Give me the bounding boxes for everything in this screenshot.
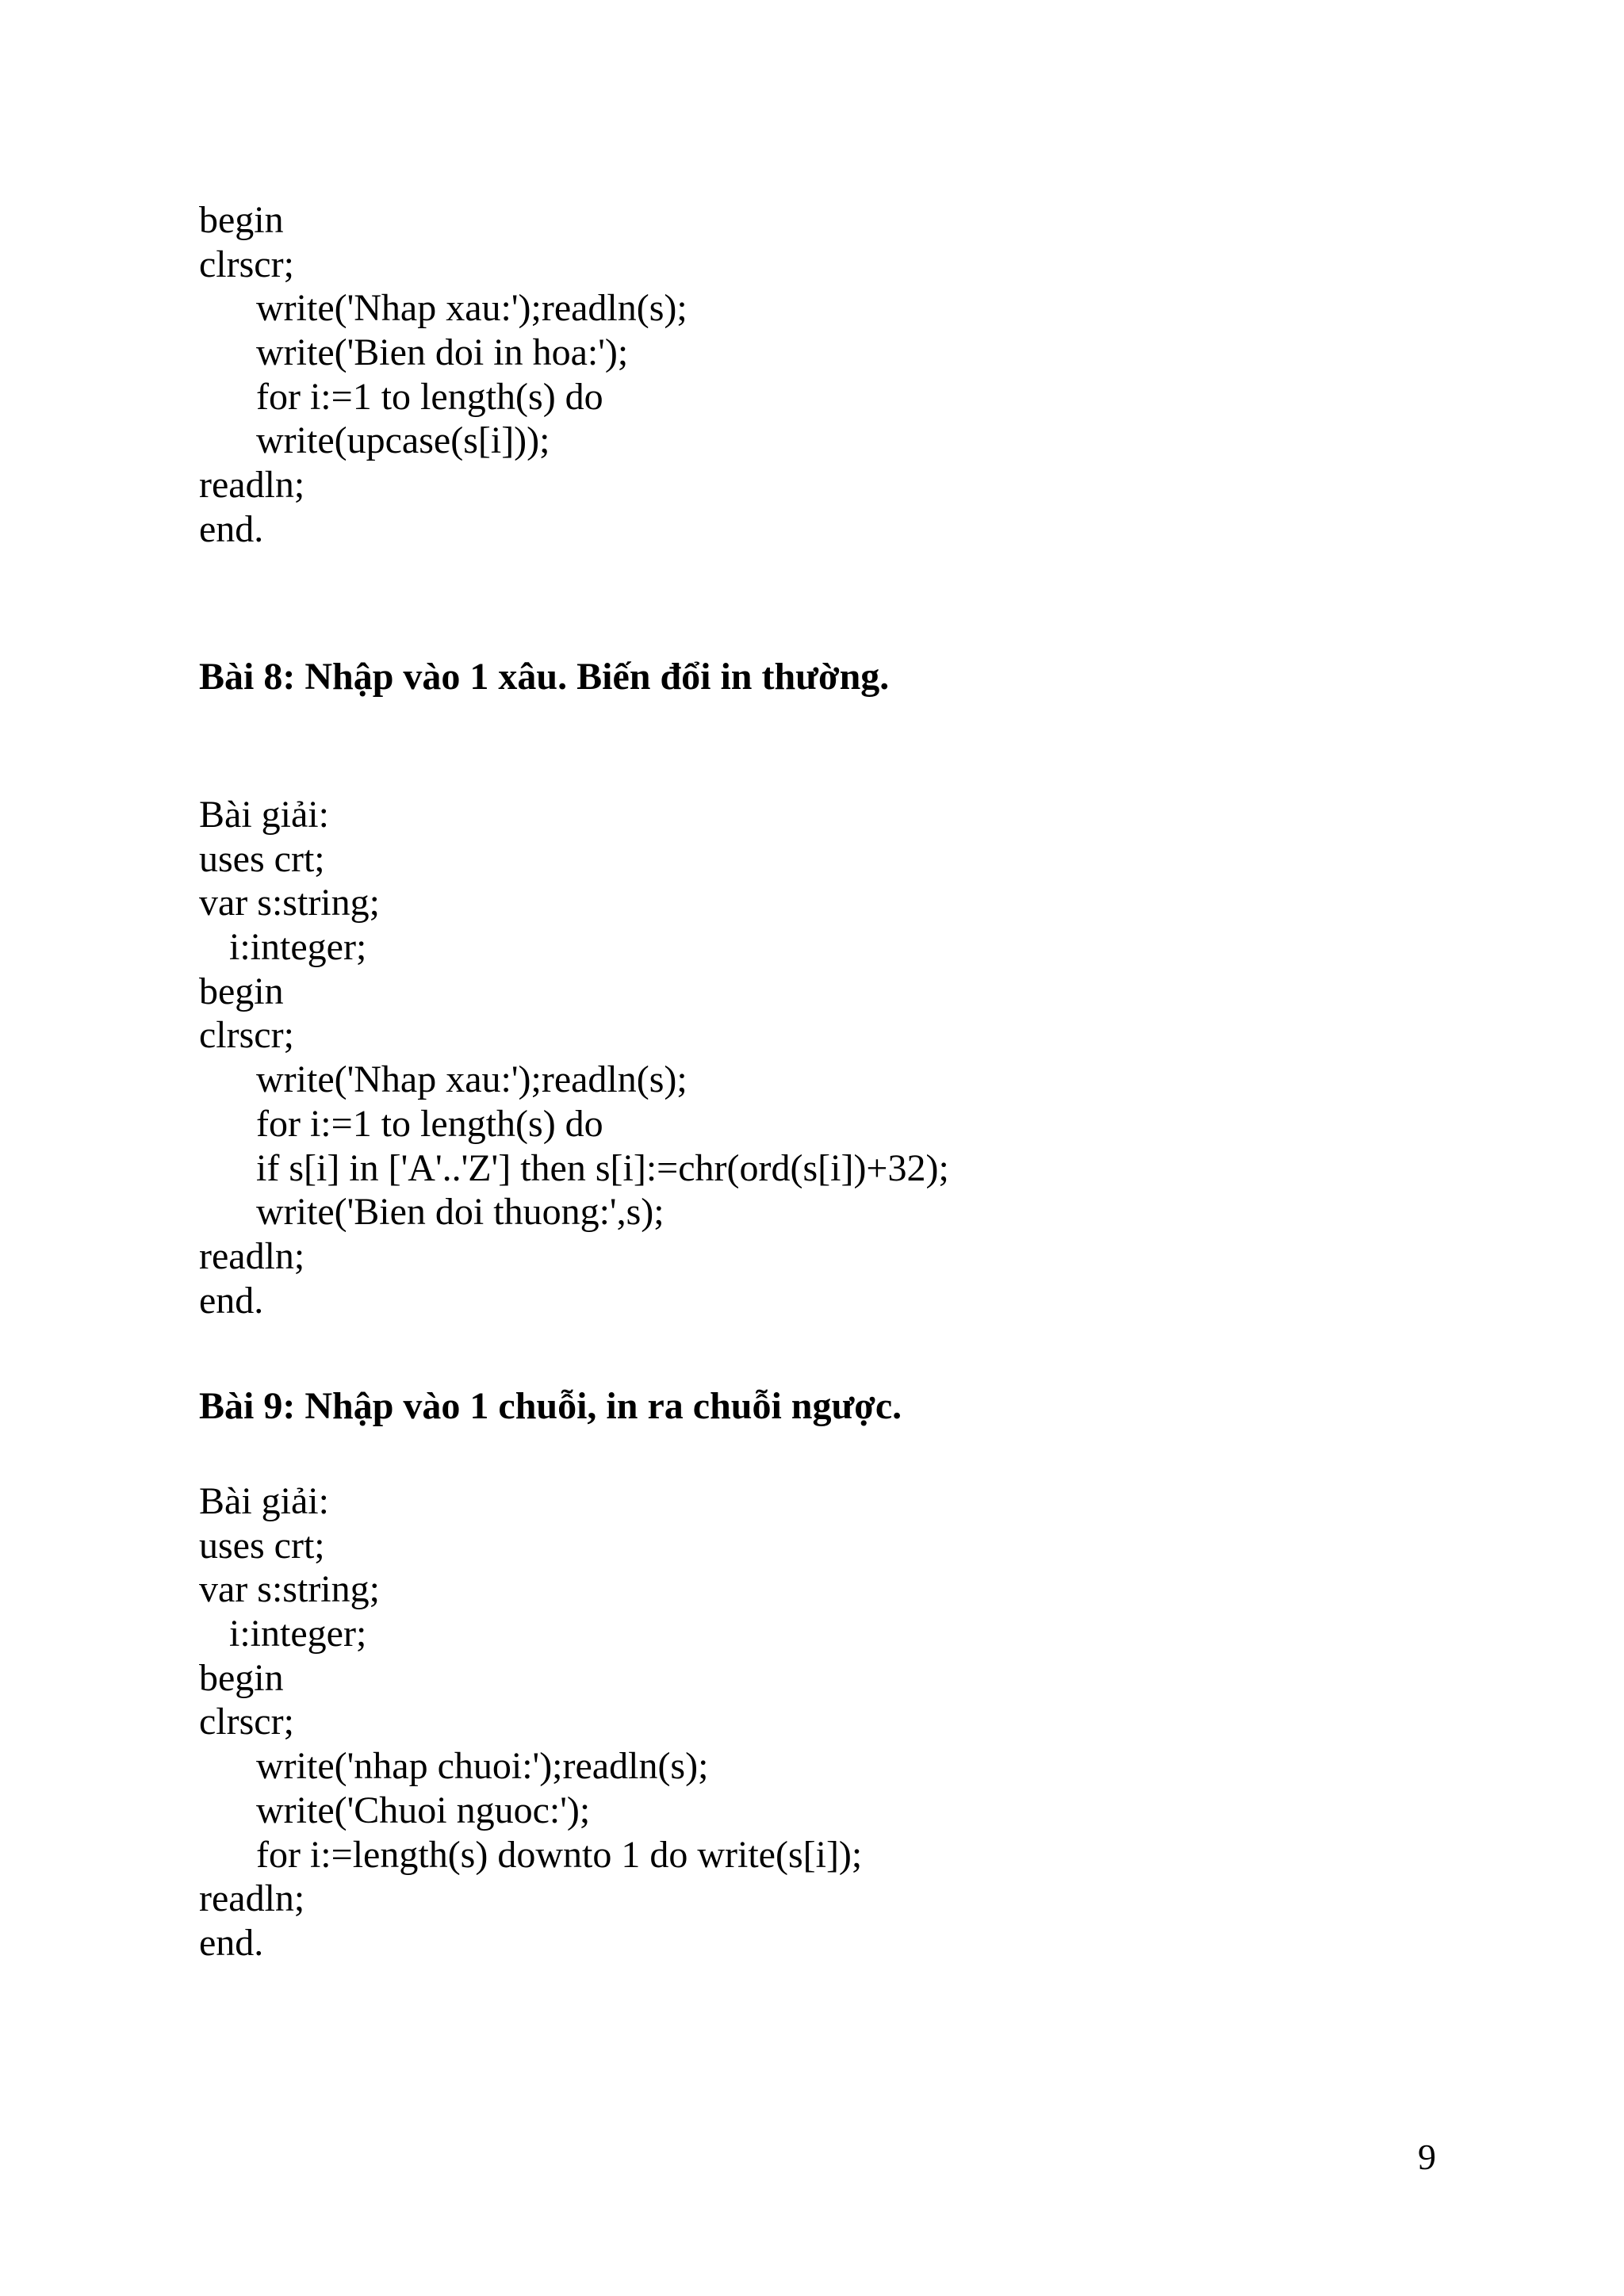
code-line: write(upcase(s[i]));	[256, 419, 550, 462]
code-block-1	[199, 198, 1547, 552]
code-line: write('Nhap xau:');readln(s);	[256, 1058, 688, 1101]
exercise-8-solution	[199, 793, 1547, 1322]
code-line: clrscr;	[199, 1014, 294, 1057]
code-line: uses crt;	[199, 837, 325, 880]
code-line: for i:=length(s) downto 1 do write(s[i]);	[256, 1833, 863, 1876]
code-line: i:integer;	[229, 926, 367, 969]
code-line: clrscr;	[199, 1701, 294, 1743]
code-line: begin	[199, 1656, 284, 1699]
code-line: clrscr;	[199, 243, 294, 285]
exercise-8-heading: Bài 8: Nhập vào 1 xâu. Biến đổi in thường.	[199, 656, 890, 698]
code-line: uses crt;	[199, 1524, 325, 1567]
code-line: write('nhap chuoi:');readln(s);	[256, 1745, 709, 1788]
code-line: begin	[199, 199, 284, 241]
code-line: end.	[199, 1921, 264, 1964]
code-line: var s:string;	[199, 882, 380, 924]
code-line: if s[i] in ['A'..'Z'] then s[i]:=chr(ord(s[i])+32);	[256, 1146, 949, 1189]
code-line: readln;	[199, 1234, 305, 1277]
code-line: end.	[199, 507, 264, 550]
code-line: end.	[199, 1279, 264, 1322]
exercise-9-heading: Bài 9: Nhập vào 1 chuỗi, in ra chuỗi ngược.	[199, 1385, 902, 1427]
code-line: write('Bien doi thuong:',s);	[256, 1191, 665, 1234]
code-line: for i:=1 to length(s) do	[256, 1102, 603, 1145]
code-line: var s:string;	[199, 1568, 380, 1611]
code-line: begin	[199, 970, 284, 1012]
page-number: 9	[1418, 2137, 1436, 2177]
code-line: readln;	[199, 464, 305, 507]
code-line: write('Nhap xau:');readln(s);	[256, 287, 688, 330]
code-line: readln;	[199, 1877, 305, 1920]
solution-label: Bài giải:	[199, 1480, 329, 1522]
code-line: write('Chuoi nguoc:');	[256, 1789, 591, 1831]
code-line: for i:=1 to length(s) do	[256, 375, 603, 418]
solution-label: Bài giải:	[199, 794, 329, 836]
exercise-9-solution	[199, 1479, 1547, 1965]
code-line: i:integer;	[229, 1613, 367, 1655]
code-line: write('Bien doi in hoa:');	[256, 331, 629, 374]
